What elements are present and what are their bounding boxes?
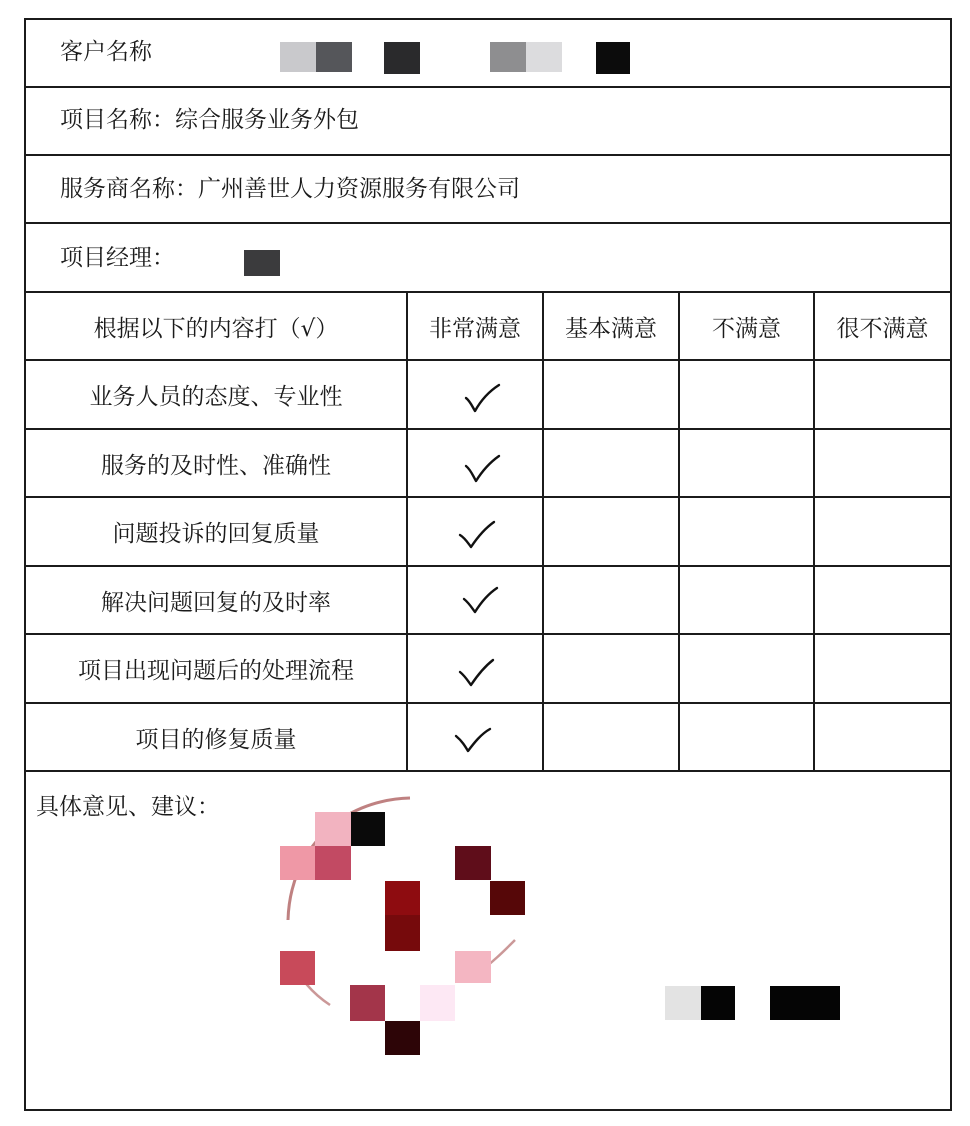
frame-right [950,18,952,1111]
redacted-block [385,881,420,915]
redacted-block [280,42,316,72]
criteria-item: 业务人员的态度、专业性 [89,384,343,410]
row-divider [24,222,952,224]
redacted-block [385,915,420,951]
check-mark-icon [456,656,496,690]
row-divider [24,154,952,156]
redacted-block [526,42,562,72]
check-mark-icon [452,724,492,758]
criteria-item: 项目的修复质量 [135,726,297,753]
redacted-block [770,986,840,1020]
criteria-item: 项目出现问题后的处理流程 [78,658,354,684]
redacted-block [280,951,315,985]
redacted-block [351,812,385,846]
check-mark-icon [456,518,496,552]
column-header-very-satisfied: 非常满意 [429,315,521,342]
column-divider [678,291,680,772]
column-divider [406,291,408,772]
column-header-basically-satisfied: 基本满意 [565,315,657,342]
redacted-block [455,951,491,983]
redacted-block [701,986,735,1020]
check-mark-icon [462,452,502,486]
comments-label: 具体意见、建议： [36,794,220,820]
redacted-block [315,812,351,846]
criteria-item: 解决问题回复的及时率 [101,589,331,616]
check-mark-icon [460,584,500,618]
redacted-block [420,985,455,1021]
column-divider [542,291,544,772]
redacted-block [455,846,491,880]
redacted-block [316,42,352,72]
redacted-block [244,250,280,276]
column-divider [813,291,815,772]
column-header-very-dissatisfied: 很不满意 [836,315,929,342]
redacted-block [490,881,525,915]
criteria-header: 根据以下的内容打（√） [93,315,339,342]
redacted-block [350,985,385,1021]
column-header-dissatisfied: 不满意 [712,315,781,342]
customer-name-label: 客户名称 [60,39,152,65]
redacted-block [490,42,526,72]
frame-bottom [24,1109,950,1111]
frame-top [24,18,952,20]
check-mark-icon [462,382,502,416]
redacted-block [385,1021,420,1055]
criteria-item: 问题投诉的回复质量 [112,521,320,547]
project-name: 项目名称：综合服务业务外包 [60,107,359,133]
row-divider [24,86,952,88]
redacted-block [665,986,701,1020]
redacted-block [384,42,420,74]
redacted-block [315,846,351,880]
criteria-item: 服务的及时性、准确性 [101,452,331,479]
project-manager-label: 项目经理： [60,245,175,271]
service-provider-name: 服务商名称：广州善世人力资源服务有限公司 [60,176,520,202]
redacted-block [596,42,630,74]
redacted-block [280,846,315,880]
